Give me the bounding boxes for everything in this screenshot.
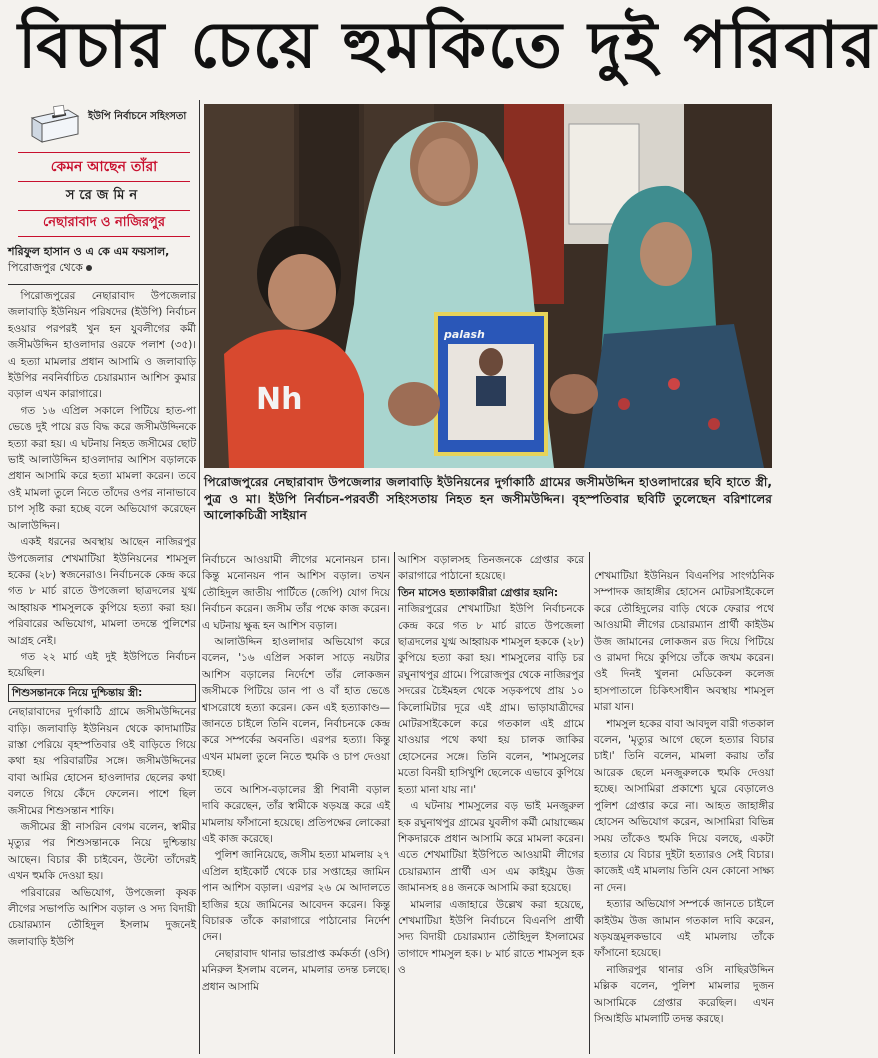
article-paragraph: জসীমের স্ত্রী নাসরিন বেগম বলেন, স্বামীর মৃত্যুর পর শিশুসন্তানকে নিয়ে দুশ্চিন্তায় আছেন। বিচার কী চাইবেন, উল্টো তাঁদেরই এখন হুমকি দেওয়া হয়। [8, 821, 196, 883]
article-paragraph: তবে আশিস-বড়ালের স্ত্রী শিবানী বড়াল দাবি করেছেন, তাঁর স্বামীকে ষড়যন্ত্র করে এই মামলায় ফাঁসানো হয়েছে। প্রতিপক্ষের লোকেরা এই কাজ করেছে। [202, 783, 390, 845]
article-paragraph: নেছারাবাদ থানার ভারপ্রাপ্ত কর্মকর্তা (ওসি) মনিরুল ইসলাম বলেন, মামলার তদন্ত চলছে। প্রধান আসামি [202, 947, 390, 993]
column-divider-3 [589, 552, 590, 1054]
series-sharejamin-label: সরেজমিন [65, 188, 143, 203]
article-subhead: শিশুসন্তানকে নিয়ে দুশ্চিন্তায় স্ত্রী: [8, 684, 196, 702]
article-paragraph: একই ধরনের অবস্থায় আছেন নাজিরপুর উপজেলার শেখমাটিয়া ইউনিয়নের শামসুল হকের (২৮) স্বজনেরাও। নির্বাচনকে কেন্দ্র করে গত ৮ মার্চ রাতে উপজেলা ছাত্রদলের যুগ্ম আহ্বায়ক শামসুলকে কুপিয়ে হত্যা করা হয়। পরিবারের অভিযোগ, মামলা তদন্তে পুলিশের আগ্রহ নেই। [8, 536, 196, 647]
series-title: ইউপি নির্বাচনে সহিংসতা [88, 111, 187, 122]
article-paragraph: পুলিশ জানিয়েছে, জসীম হত্যা মামলায় ২৭ এপ্রিল হাইকোর্ট থেকে চার সপ্তাহের জামিন পান আশিস বড়াল। এরপর ২৬ মে আদালতে হাজির হয়ে জামিনের আবেদন করেন। কিন্তু বিচারক তাঁকে কারাগারে পাঠানোর নির্দেশ দেন। [202, 849, 390, 944]
svg-text:Nh: Nh [256, 382, 303, 417]
article-column-3 [398, 552, 584, 1054]
series-header [8, 100, 200, 152]
byline-divider [8, 284, 198, 285]
article-paragraph: গত ২২ মার্চ এই দুই ইউপিতে নির্বাচন হয়েছিল। [8, 650, 196, 680]
ballot-box-icon [28, 106, 80, 144]
article-paragraph: নির্বাচনে আওয়ামী লীগের মনোনয়ন চান। কিন্তু মনোনয়ন পান আশিস বড়াল। তখন তৌহিদুল জাতীয় পার্টিতে (জেপি) যোগ দিয়ে নির্বাচন করেন। জসীম তাঁর পক্ষে কাজ করেন। এ ঘটনায় ক্ষুব্ধ হন আশিস বড়াল। [202, 554, 390, 632]
article-column-2 [202, 552, 390, 1054]
main-photo [204, 104, 772, 468]
byline-from: পিরোজপুর থেকে [8, 260, 200, 276]
photo-frame-text: palash [444, 328, 485, 341]
article-paragraph: গত ১৬ এপ্রিল সকালে পিটিয়ে হাত-পা ভেঙে দুই পায়ে রড বিদ্ধ করে জসীমউদ্দিনকে হত্যা করা হয়। এ ঘটনায় নিহত জসীমের ছোট ভাই আলাউদ্দিন হাওলাদার আশিস বড়ালকে প্রধান আসামি করে হত্যা মামলা করেন। তবে ওই মামলা তুলে নিতে তাঁদের ওপর নানাভাবে চাপ সৃষ্টি করা হচ্ছে বলে অভিযোগ করেছেন আলাউদ্দিন। [8, 404, 196, 532]
bullet-icon [86, 265, 92, 271]
article-paragraph: পিরোজপুরের নেছারাবাদ উপজেলার জলাবাড়ি ইউনিয়ন পরিষদের (ইউপি) নির্বাচন হওয়ার পরপরই খুন হন যুবলীগের কর্মী জসীমউদ্দিন হাওলাদার ওরফে পলাশ (৩৫)। এ হত্যা মামলার প্রধান আসামি ও জলাবাড়ি ইউপির নবনির্বাচিত চেয়ারম্যান আশিস কুমার বড়াল এখন কারাগারে। [8, 290, 196, 401]
article-paragraph: নাজিরপুর থানার ওসি নাছিরউদ্দিন মল্লিক বলেন, পুলিশ মামলার দুজন আসামিকে গ্রেপ্তার করেছিল। এখন সিআইডি মামলাটি তদন্ত করছে। [594, 963, 774, 1025]
article-paragraph: পরিবারের অভিযোগ, উপজেলা কৃষক লীগের সভাপতি আশিস বড়াল ও সদ্য বিদায়ী চেয়ারম্যান তৌহিদুল ইসলাম দুজনেই জলাবাড়ি ইউপি [8, 886, 196, 948]
article-paragraph: নেছারাবাদের দুর্গাকাঠি গ্রামে জসীমউদ্দিনের বাড়ি। জলাবাড়ি ইউনিয়ন থেকে কাদামাটির রাস্তা পেরিয়ে বৃহস্পতিবার ওই বাড়িতে গিয়ে কথা হয় পরিবারটির সঙ্গে। জসীমউদ্দিনের বাবা আমির হোসেন হাওলাদার ছেলের কথা বলতে গিয়ে কেঁদে ফেলেন। পাশে ছিল জসীমের শিশুসন্তান শাফি। [8, 706, 196, 817]
article-paragraph: হত্যার অভিযোগ সম্পর্কে জানতে চাইলে কাইউম উজ জামান গতকাল দাবি করেন, ষড়যন্ত্রমূলকভাবে এই মামলায় তাঁকে ফাঁসানো হয়েছে। [594, 898, 774, 960]
column-divider-2 [394, 552, 395, 1054]
article-column-1 [8, 288, 196, 1054]
byline-names: শরিফুল হাসান ও এ কে এম ফয়সাল, [8, 245, 170, 258]
article-column-4 [594, 568, 774, 1054]
article-paragraph: শেখমাটিয়া ইউনিয়ন বিএনপির সাংগঠনিক সম্পাদক জাহাঙ্গীর হোসেন মোটরসাইকেলে করে তৌহিদুলের বাড়ি থেকে ফেরার পথে আওয়ামী লীগের চেয়ারম্যান প্রার্থী কাইউম উজ জামানের লোকজন রড দিয়ে পিটিয়ে ও রামদা দিয়ে কুপিয়ে তাঁকে জখম করেন। ওই দিনই খুলনা মেডিকেল কলেজ হাসপাতালে চিকিৎসাধীন অবস্থায় শামসুল মারা যান। [594, 570, 774, 714]
series-label-block [8, 100, 200, 237]
series-location-label: নেছারাবাদ ও নাজিরপুর [18, 210, 190, 237]
article-paragraph: শামসুল হকের বাবা আবদুল বারী গতকাল বলেন, 'মৃত্যুর আগে ছেলে হত্যার বিচার চাই।' তিনি বলেন, মামলা করায় তাঁর আরেক ছেলে মনজুরুলকে হুমকি দেওয়া হচ্ছে। আসামিরা প্রকাশ্যে ঘুরে বেড়ালেও পুলিশ গ্রেপ্তার করে না। আহত জাহাঙ্গীর হোসেন অভিযোগ করেন, আসামিরা বিভিন্ন সময় তাঁকেও হুমকি দিয়ে বলছে, একটা হত্যার যে বিচার দুইটা হত্যারও সেই বিচার। কাজেই এই মামলায় তিনি যেন কোনো সাক্ষ্য না দেন। [594, 717, 774, 894]
article-paragraph: এ ঘটনায় শামসুলের বড় ভাই মনজুরুল হক রঘুনাথপুর গ্রামের যুবলীগ কর্মী মোয়াজ্জেম শিকদারকে প্রধান আসামি করে মামলা করেন। এতে শেখমাটিয়া ইউপিতে আওয়ামী লীগের চেয়ারম্যান প্রার্থী এস এম কাইয়ুম উজ জামানসহ ৪৪ জনকে আসামি করা হয়েছে। [398, 800, 584, 895]
article-paragraph: আশিস বড়ালসহ তিনজনকে গ্রেপ্তার করে কারাগারে পাঠানো হয়েছে। [398, 554, 584, 583]
series-kemon-label: কেমন আছেন তাঁরা [18, 152, 190, 182]
byline [8, 244, 200, 276]
headline: বিচার চেয়ে হুমকিতে দুই পরিবার [18, 8, 878, 83]
column-divider-1 [199, 100, 200, 1054]
article-paragraph: আলাউদ্দিন হাওলাদার অভিযোগ করে বলেন, '১৬ এপ্রিল সকাল সাড়ে নয়টার আশিস বড়ালের নির্দেশে তাঁর লোকজন জসীমকে পিটিয়ে ডান পা ও বাঁ হাত ভেঙে শ্বাসরোধে হত্যা করেন। কেন এই হত্যাকাণ্ড—জানতে চাইলে তিনি বলেন, নির্বাচনকে কেন্দ্র করে সম্পর্কের অবনতি। এরপর হত্যা। কিন্তু এখন মামলা তুলে নিতে হুমকি ও চাপ দেওয়া হচ্ছে। [202, 636, 390, 780]
photo-illustration [204, 104, 772, 468]
article-subhead: তিন মাসেও হত্যাকারীরা গ্রেপ্তার হয়নি: [398, 586, 559, 599]
article-paragraph: মামলার এজাহারে উল্লেখ করা হয়েছে, শেখমাটিয়া ইউপি নির্বাচনে বিএনপি প্রার্থী সদ্য বিদায়ী চেয়ারম্যান তৌহিদুল ইসলামের তাগাদে শামসুল হক। ৮ মার্চ রাতে শামসুল হক ও [398, 898, 584, 977]
article-paragraph: নাজিরপুরের শেখমাটিয়া ইউপি নির্বাচনকে কেন্দ্র করে গত ৮ মার্চ রাতে উপজেলা ছাত্রদলের যুগ্ম আহ্বায়ক শামসুল হককে (২৮) কুপিয়ে হত্যা করা হয়। শামসুলের বাড়ি চর রঘুনাথপুর গ্রামে। পিরোজপুর থেকে নাজিরপুর সদরের চৈইমহল থেকে সড়কপথে প্রায় ১০ কিলোমিটার দূরে এই গ্রাম। ভাড়াযাত্রীদের মোটরসাইকেলে করে গতকাল এই গ্রামে যাওয়ার পথে কথা হয় চালক জাকির হোসেনের সঙ্গে। তিনি বলেন, 'শামসুলের মতো বিনয়ী হাসিখুশি ছেলেকে এভাবে কুপিয়ে হত্যা মানা যায় না।' [398, 603, 584, 796]
photo-caption: পিরোজপুরের নেছারাবাদ উপজেলার জলাবাড়ি ইউনিয়নের দুর্গাকাঠি গ্রামের জসীমউদ্দিন হাওলাদারের ছবি হাতে স্ত্রী, পুত্র ও মা। ইউপি নির্বাচন-পরবর্তী সহিংসতায় নিহত হন জসীমউদ্দিন। বৃহস্পতিবার ছবিটি তুলেছেন বরিশালের আলোকচিত্রী সাইয়ান [204, 475, 772, 522]
